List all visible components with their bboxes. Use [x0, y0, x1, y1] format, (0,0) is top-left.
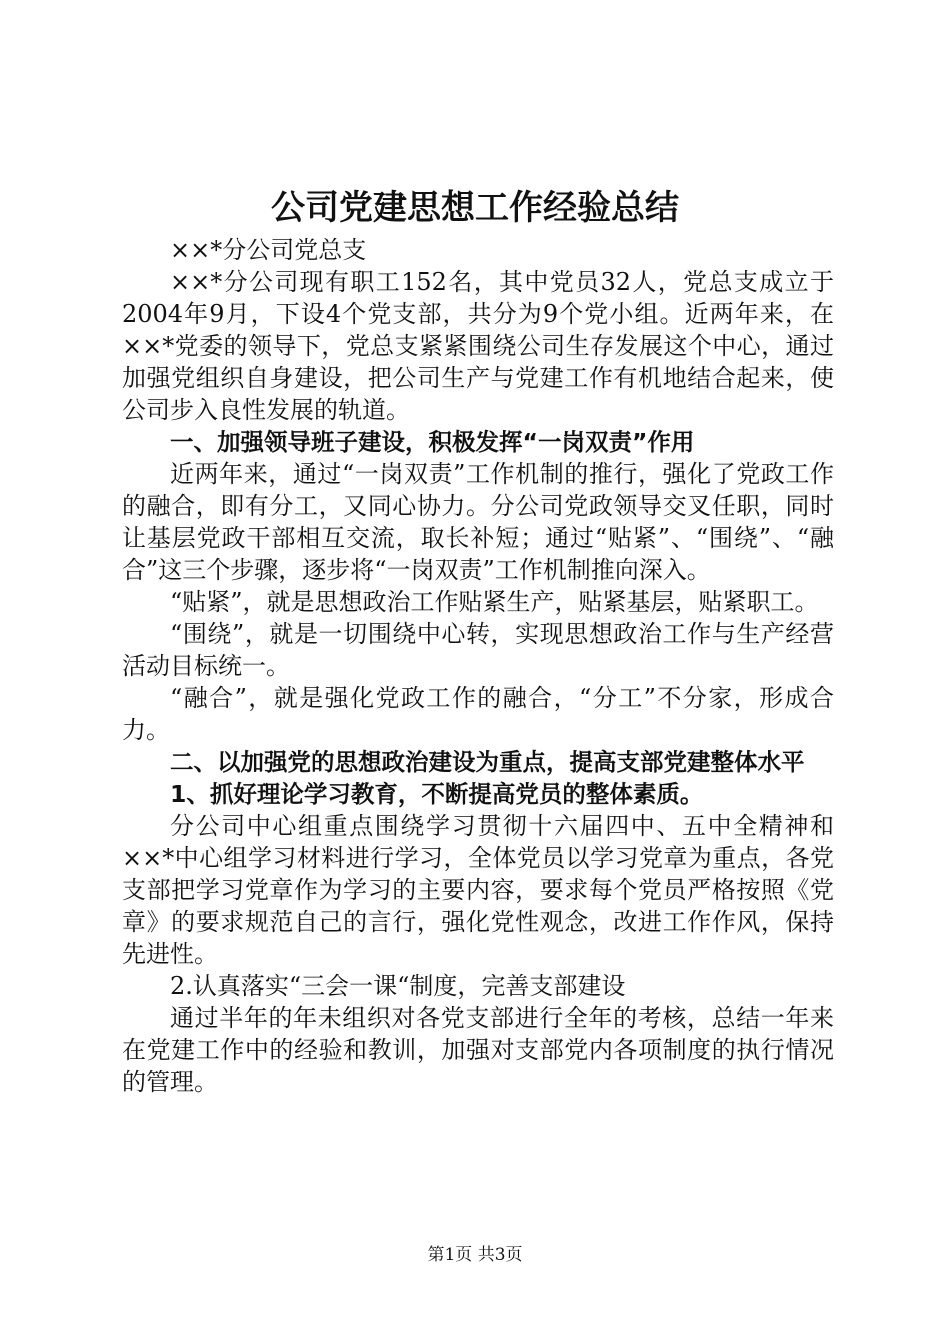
document-body: [122, 234, 834, 1098]
body-paragraph: 分公司中心组重点围绕学习贯彻十六届四中、五中全精神和××*中心组学习材料进行学习，全体党员以学习党章为重点，各党支部把学习党章作为学习的主要内容，要求每个党员严格按照《党章》的要求规范自己的言行，强化党性观念，改进工作作风，保持先进性。: [122, 812, 834, 968]
body-paragraph: 近两年来，通过“一岗双责”工作机制的推行，强化了党政工作的融合，即有分工，又同心协力。分公司党政领导交叉任职，同时让基层党政干部相互交流，取长补短；通过“贴紧”、“围绕”、“融合”这三个步骤，逐步将“一岗双责”工作机制推向深入。: [122, 460, 834, 584]
subsection-heading-2: 2.认真落实“三会一课“制度，完善支部建设: [170, 972, 626, 1000]
intro-paragraph: ××*分公司现有职工152名，其中党员32人，党总支成立于2004年9月，下设4个党支部，共分为9个党小组。近两年来，在××*党委的领导下，党总支紧紧围绕公司生存发展这个中心，通过加强党组织自身建设，把公司生产与党建工作有机地结合起来，使公司步入良性发展的轨道。: [122, 268, 834, 424]
document-title: 公司党建思想工作经验总结: [271, 188, 679, 228]
section-heading-1: 一、加强领导班子建设，积极发挥“一岗双责”作用: [170, 428, 695, 456]
subsection-heading-1: 1、抓好理论学习教育，不断提高党员的整体素质。: [170, 780, 704, 808]
body-paragraph: “贴紧”，就是思想政治工作贴紧生产，贴紧基层，贴紧职工。: [170, 588, 819, 616]
section-heading-2: 二、以加强党的思想政治建设为重点，提高支部党建整体水平: [170, 748, 805, 776]
page-footer: 第1页 共3页: [427, 1245, 523, 1265]
body-paragraph: “融合”，就是强化党政工作的融合，“分工”不分家，形成合力。: [122, 684, 834, 744]
author-line: ××*分公司党总支: [170, 236, 367, 264]
body-paragraph: “围绕”，就是一切围绕中心转，实现思想政治工作与生产经营活动目标统一。: [122, 620, 834, 680]
body-paragraph: 通过半年的年未组织对各党支部进行全年的考核，总结一年来在党建工作中的经验和教训，加强对支部党内各项制度的执行情况的管理。: [122, 1004, 834, 1096]
